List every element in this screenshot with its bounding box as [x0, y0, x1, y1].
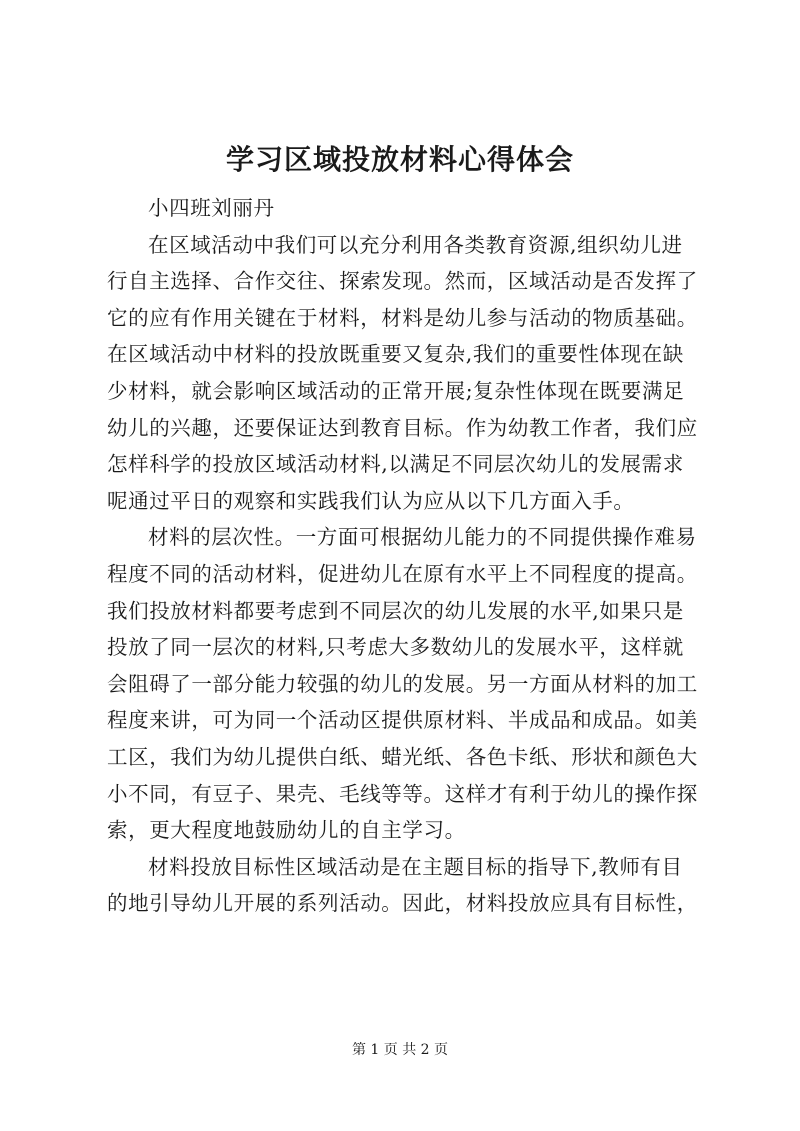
paragraph-line: 少材料，就会影响区域活动的正常开展;复杂性体现在既要满足: [107, 378, 685, 403]
page-number-footer: 第 1 页 共 2 页: [351, 1042, 449, 1058]
document-title: 学习区域投放材料心得体会: [225, 143, 574, 176]
paragraph-line: 小不同，有豆子、果壳、毛线等等。这样才有利于幼儿的操作探: [107, 781, 698, 806]
paragraph-line: 我们投放材料都要考虑到不同层次的幼儿发展的水平,如果只是: [107, 598, 684, 623]
paragraph-line: 程度来讲，可为同一个活动区提供原材料、半成品和成品。如美: [107, 708, 698, 733]
paragraph-line: 工区，我们为幼儿提供白纸、蜡光纸、各色卡纸、形状和颜色大: [107, 744, 698, 769]
paragraph-line: 材料投放目标性区域活动是在主题目标的指导下,教师有目: [148, 854, 683, 879]
paragraph-line: 在区域活动中材料的投放既重要又复杂,我们的重要性体现在缺: [107, 342, 684, 367]
paragraph-line: 呢通过平日的观察和实践我们认为应从以下几方面入手。: [107, 488, 635, 513]
document-body: [107, 190, 707, 922]
paragraph-line: 它的应有作用关键在于材料，材料是幼儿参与活动的物质基础。: [107, 305, 698, 330]
paragraph-line: 会阻碍了一部分能力较强的幼儿的发展。另一方面从材料的加工: [107, 671, 698, 696]
paragraph-line: 材料的层次性。一方面可根据幼儿能力的不同提供操作难易: [148, 525, 697, 550]
paragraph-line: 的地引导幼儿开展的系列活动。因此，材料投放应具有目标性，: [107, 891, 698, 916]
paragraph-line: 怎样科学的投放区域活动材料,以满足不同层次幼儿的发展需求: [107, 452, 684, 477]
paragraph-line: 索，更大程度地鼓励幼儿的自主学习。: [107, 818, 466, 843]
paragraph-line: 程度不同的活动材料，促进幼儿在原有水平上不同程度的提高。: [107, 561, 698, 586]
paragraph-line: 行自主选择、合作交往、探索发现。然而，区域活动是否发挥了: [107, 269, 698, 294]
author-line: 小四班刘丽丹: [148, 196, 275, 220]
paragraph-line: 幼儿的兴趣，还要保证达到教育目标。作为幼教工作者，我们应: [107, 415, 698, 440]
paragraph-line: 在区域活动中我们可以充分利用各类教育资源,组织幼儿进: [148, 232, 683, 257]
paragraph-line: 投放了同一层次的材料,只考虑大多数幼儿的发展水平，这样就: [107, 635, 684, 660]
